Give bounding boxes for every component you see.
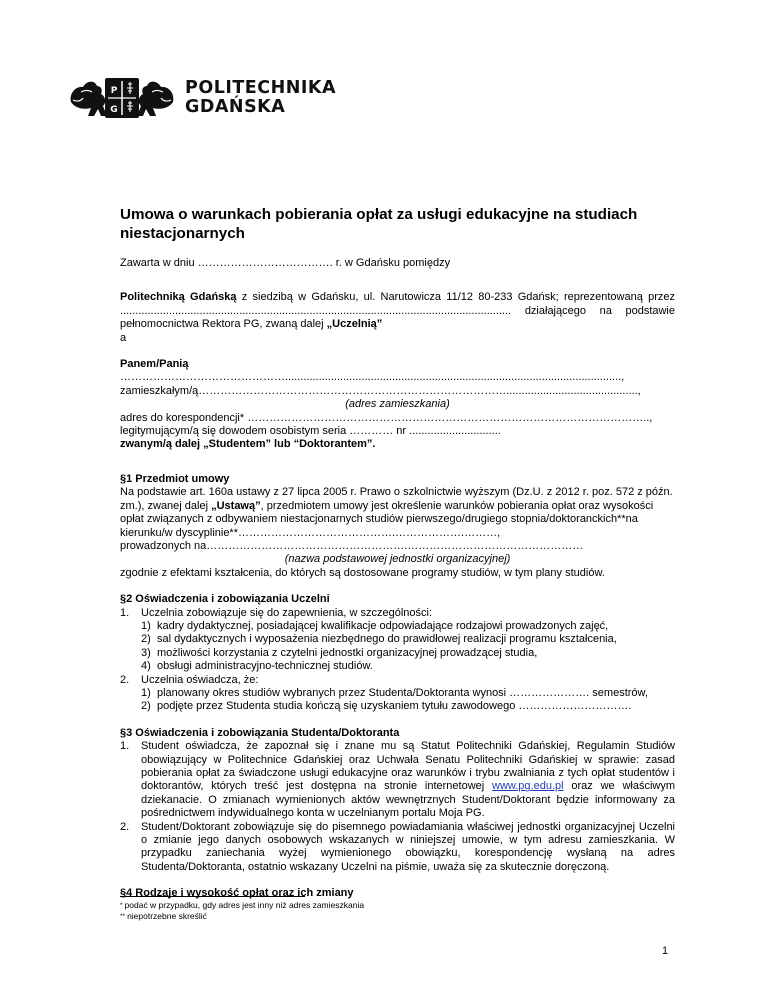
s3-item-2: Student/Doktorant zobowiązuje się do pisemnego powiadamiania właściwej jednostki organizacyjnej Uczelni o zmianie jego danych osobowych wskazanych w niniejszej umowie, w tym adresu zamieszkania. W przypadku zaniechania wyżej wymienionego obowiązku, korespondencję wysłaną na adres Studenta/Doktoranta, ostatnio wskazany Uczelni na piśmie, uważa się za skutecznie doręczoną. [141, 820, 675, 873]
s2-item-2: Uczelnia oświadcza, że: [141, 673, 259, 686]
section-1-closing: zgodnie z efektami kształcenia, do których są dostosowane programy studiów, w tym plany studiów. [120, 566, 605, 579]
s2-sub-4: obsługi administracyjno-technicznej studiów. [157, 660, 373, 673]
intro-line: Zawarta w dniu ………………………………. r. w Gdańsku pomiędzy [120, 257, 451, 269]
footnote-1-mark: * [120, 902, 123, 909]
list-item: 1) planowany okres studiów wybranych przez Studenta/Doktoranta wynosi …………………. semestrów, [120, 687, 675, 700]
emblem-letter-p: P [110, 86, 118, 96]
party2-line3: adres do korespondencji* ……………………………………………………………………………………………….., [120, 411, 653, 424]
s3-item-1-rest: oraz we właściwym dziekanacie. O zmianach wymienionych aktów wewnętrznych Student/Doktorant będzie informowany za pośrednictwem indywidualnego konta w uczelnianym portalu Moja PG. [141, 780, 675, 820]
footnotes [120, 896, 675, 922]
s3-item-1-text: Student oświadcza, że zapoznał się i znane mu są Statut Politechniki Gdańskiej, Regulamin Studiów obowiązujący w Politechnice Gdańskiej oraz Uchwała Senatu Politechniki Gdańskiej w sprawie: zasad pobierania opłat za świadczone usługi edukacyjne oraz warunków i trybu zwalniania z tych opłat studentów i doktorantów, których treść jest dostępna na stronie internetowej [141, 740, 675, 793]
page-number: 1 [662, 945, 669, 957]
party2-title: Panem/Panią [120, 358, 189, 371]
party1-alias: „Uczelnią” [326, 318, 383, 331]
party2-named [120, 438, 675, 451]
logo-wordmark [185, 79, 336, 117]
logo [67, 72, 336, 124]
list-item: 2) sal dydaktycznych i wyposażenia niezbędnego do prawidłowej realizacji programu kształcenia, [120, 633, 675, 646]
conjunction-a: a [120, 331, 127, 344]
website-link[interactable]: www.pg.edu.pl [492, 780, 564, 793]
s2-sub-5: planowany okres studiów wybranych przez Studenta/Doktoranta wynosi …………………. semestrów, [157, 686, 648, 699]
footnote-1-text: podać w przypadku, gdy adres jest inny niż adres zamieszkania [124, 900, 365, 910]
footnote-2-mark: ** [120, 913, 126, 920]
section-2-title: §2 Oświadczenia i zobowiązania Uczelni [120, 593, 330, 606]
logo-line-2: GDAŃSKA [185, 97, 286, 117]
party2-line1: ……………………………………….............................................................................................................., [120, 371, 625, 384]
university-emblem-icon [67, 72, 177, 124]
list-item: 2. Student/Doktorant zobowiązuje się do pisemnego powiadamiania właściwej jednostki organizacyjnej Uczelni o zmianie jego danych osobowych wskazanych w niniejszej umowie, w tym adresu zamieszkania. W przypadku zaniechania wyżej wymienionego obowiązku, korespondencję wysłaną na adres Studenta/Doktoranta, ostatnio wskazany Uczelni na piśmie, uważa się za skutecznie doręczoną. [120, 820, 675, 873]
document-body [120, 205, 675, 901]
footnote-2 [120, 911, 675, 922]
section-1-paragraph [120, 486, 675, 540]
section-3-title: §3 Oświadczenia i zobowiązania Studenta/Doktoranta [120, 726, 400, 739]
list-item: 2. Uczelnia oświadcza, że: [120, 674, 675, 687]
document-title: Umowa o warunkach pobierania opłat za usługi edukacyjne na studiach niestacjonarnych [120, 206, 638, 242]
footnote-2-text: niepotrzebne skreślić [127, 911, 207, 921]
emblem-letter-g: G [110, 105, 118, 115]
party2-named-rest: „Studentem” lub “Doktorantem”. [200, 438, 376, 451]
footnote-1 [120, 900, 675, 911]
s2-item-1: Uczelnia zobowiązuje się do zapewnienia, w szczególności: [141, 606, 433, 619]
list-item: 2) podjęte przez Studenta studia kończą się uzyskaniem tytułu zawodowego …………………………. [120, 700, 675, 713]
party1-paragraph [120, 291, 675, 331]
list-item: 1. Uczelnia zobowiązuje się do zapewnienia, w szczególności: [120, 607, 675, 620]
party1-name: Politechniką Gdańską [120, 291, 237, 304]
party1-text: z siedzibą w Gdańsku, ul. Narutowicza 11/12 80-233 Gdańsk; reprezentowaną przez ................................................................................................................................ działającego na podstawie pełnomocnictwa Rektora PG, zwaną dalej [120, 291, 675, 331]
s2-sub-6: podjęte przez Studenta studia kończą się uzyskaniem tytułu zawodowego …………………………. [157, 700, 632, 713]
logo-line-1: POLITECHNIKA [185, 78, 337, 98]
list-item: 1) kadry dydaktycznej, posiadającej kwalifikacje odpowiadające rodzajowi prowadzonych zajęć, [120, 620, 675, 633]
s2-sub-1: kadry dydaktycznej, posiadającej kwalifikacje odpowiadające rodzajowi prowadzonych zajęć, [157, 619, 609, 632]
footnote-divider [120, 896, 305, 897]
unit-label: (nazwa podstawowej jednostki organizacyjnej) [284, 553, 511, 566]
s2-sub-3: możliwości korzystania z czytelni jednostki organizacyjnej prowadzącej studia, [157, 646, 538, 659]
party2-named-bold: zwanym/ą dalej [120, 438, 201, 451]
list-item: 1. Student oświadcza, że zapoznał się i znane mu są Statut Politechniki Gdańskiej, Regulamin Studiów obowiązujący w Politechnice Gdańskiej oraz Uchwała Senatu Politechniki Gdańskiej w sprawie: zasad pobierania opłat za świadczone usługi edukacyjne oraz warunków i trybu zwalniania z tych opłat studentów i doktorantów, których treść jest dostępna na stronie internetowej www.pg.edu.pl oraz we właściwym dziekanacie. O zmianach wymienionych aktów wewnętrznych Student/Doktorant będzie informowany za pośrednictwem indywidualnego konta w uczelnianym portalu Moja PG. [120, 740, 675, 820]
list-item: 4) obsługi administracyjno-technicznej studiów. [120, 660, 675, 673]
s1-p1-bold: „Ustawą” [211, 499, 261, 512]
party2-line2: zamieszkałym/ą…………………………………………………………………………..........................................., [120, 384, 641, 397]
list-item: 3) możliwości korzystania z czytelni jednostki organizacyjnej prowadzącej studia, [120, 647, 675, 660]
s1-p1-rest: , przedmiotem umowy jest określenie warunków pobierania opłat oraz wysokości opłat związanych z odbywaniem niestacjonarnych studiów pierwszego/drugiego stopnia/doktoranckich**na kierunku/w dyscyplinie**…………………………………….……………….………, [120, 499, 654, 539]
section-1-title: §1 Przedmiot umowy [120, 472, 230, 485]
party2-line4: legitymującym/ą się dowodem osobistym seria ………… nr .............................. [120, 425, 501, 438]
address-label: (adres zamieszkania) [345, 398, 450, 411]
section-1-unit-line: prowadzonych na……………………………………………….………………………………………… [120, 539, 584, 552]
s3-item-1 [141, 740, 675, 820]
s1-p1: Na podstawie art. 160a ustawy z 27 lipca 2005 r. Prawo o szkolnictwie wyższym (Dz.U. z 2012 r. poz. 572 z późn. zm.), zwanej dalej [120, 486, 673, 512]
s2-sub-2: sal dydaktycznych i wyposażenia niezbędnego do prawidłowej realizacji programu kształcenia, [157, 633, 617, 646]
section-4-title: §4 Rodzaje i wysokość opłat oraz ich zmiany [120, 887, 354, 900]
